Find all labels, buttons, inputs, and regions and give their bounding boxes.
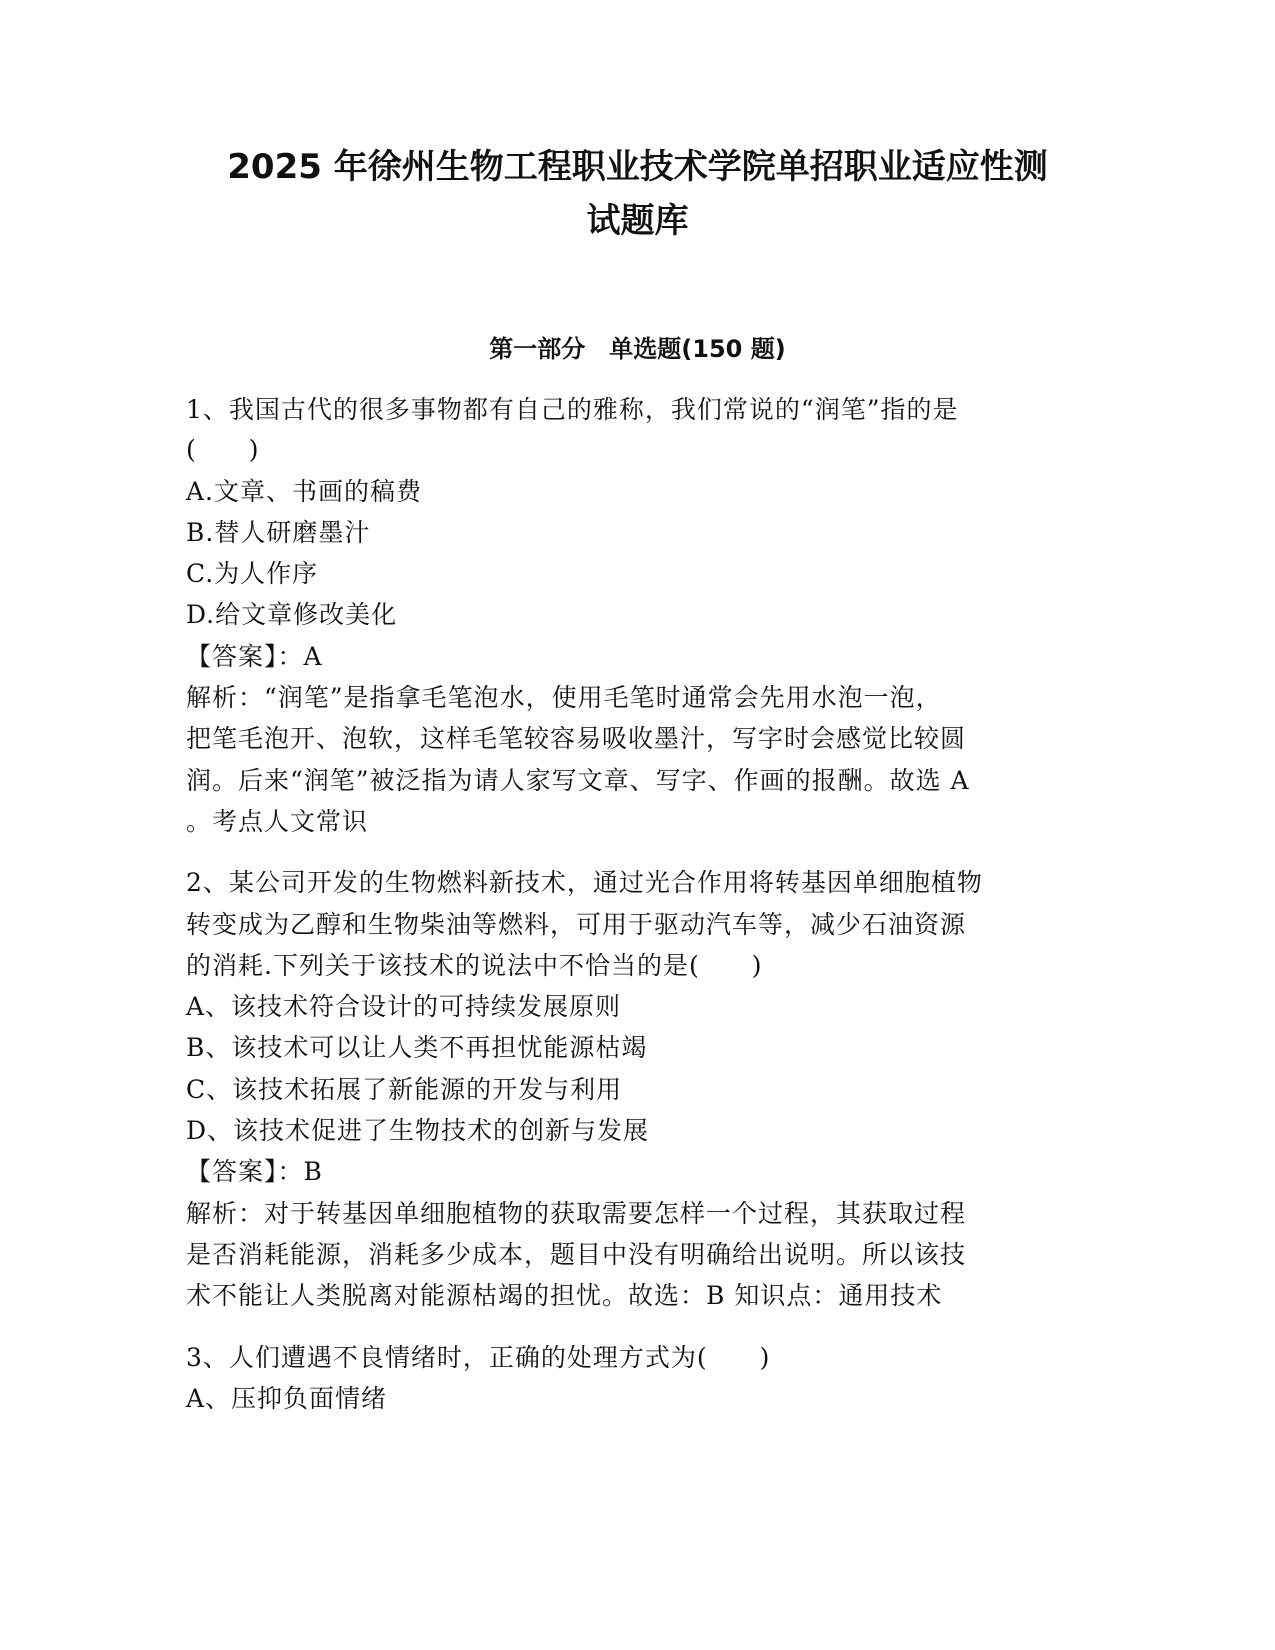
question-2-option-b: B、该技术可以让人类不再担忧能源枯竭 <box>186 1033 648 1062</box>
question-1-option-d: D.给文章修改美化 <box>186 600 398 629</box>
question-2-option-d: D、该技术促进了生物技术的创新与发展 <box>186 1116 650 1145</box>
question-3-stem-line-1: 3、人们遭遇不良情绪时，正确的处理方式为( ) <box>186 1343 771 1372</box>
question-1-analysis-line-3: 润。后来“润笔”被泛指为请人家写文章、写字、作画的报酬。故选 A <box>186 766 970 795</box>
question-3-option-a: A、压抑负面情绪 <box>186 1384 388 1413</box>
question-2-stem-line-2: 转变成为乙醇和生物柴油等燃料，可用于驱动汽车等，减少石油资源 <box>186 910 967 939</box>
question-1-stem-line-2: ( ) <box>186 435 260 464</box>
question-1-analysis-line-2: 把笔毛泡开、泡软，这样毛笔较容易吸收墨汁，写字时会感觉比较圆 <box>186 724 967 753</box>
question-1-analysis-line-4: 。考点人文常识 <box>186 807 369 836</box>
document-title-line-2: 试题库 <box>586 201 689 241</box>
question-2-option-a: A、该技术符合设计的可持续发展原则 <box>186 992 622 1021</box>
question-2-analysis-line-3: 术不能让人类脱离对能源枯竭的担忧。故选：B 知识点：通用技术 <box>186 1281 943 1310</box>
question-1-option-a: A.文章、书画的稿费 <box>186 477 423 506</box>
question-1-option-b: B.替人研磨墨汁 <box>186 518 371 547</box>
question-2-analysis-line-1: 解析：对于转基因单细胞植物的获取需要怎样一个过程，其获取过程 <box>186 1199 967 1228</box>
question-2-stem-line-3: 的消耗.下列关于该技术的说法中不恰当的是( ) <box>186 951 763 980</box>
question-2-option-c: C、该技术拓展了新能源的开发与利用 <box>186 1075 623 1104</box>
document-title-line-1: 2025 年徐州生物工程职业技术学院单招职业适应性测 <box>227 147 1048 187</box>
question-2-answer: 【答案】：B <box>186 1157 323 1186</box>
question-2-stem-line-1: 2、某公司开发的生物燃料新技术，通过光合作用将转基因单细胞植物 <box>186 868 983 897</box>
question-1-answer: 【答案】：A <box>186 642 323 671</box>
question-1-analysis-line-1: 解析：“润笔”是指拿毛笔泡水，使用毛笔时通常会先用水泡一泡， <box>186 683 942 712</box>
question-1-stem-line-1: 1、我国古代的很多事物都有自己的雅称，我们常说的“润笔”指的是 <box>186 395 959 424</box>
question-1-option-c: C.为人作序 <box>186 559 319 588</box>
section-title: 第一部分 单选题(150 题) <box>489 335 786 363</box>
question-2-analysis-line-2: 是否消耗能源，消耗多少成本，题目中没有明确给出说明。所以该技 <box>186 1240 967 1269</box>
